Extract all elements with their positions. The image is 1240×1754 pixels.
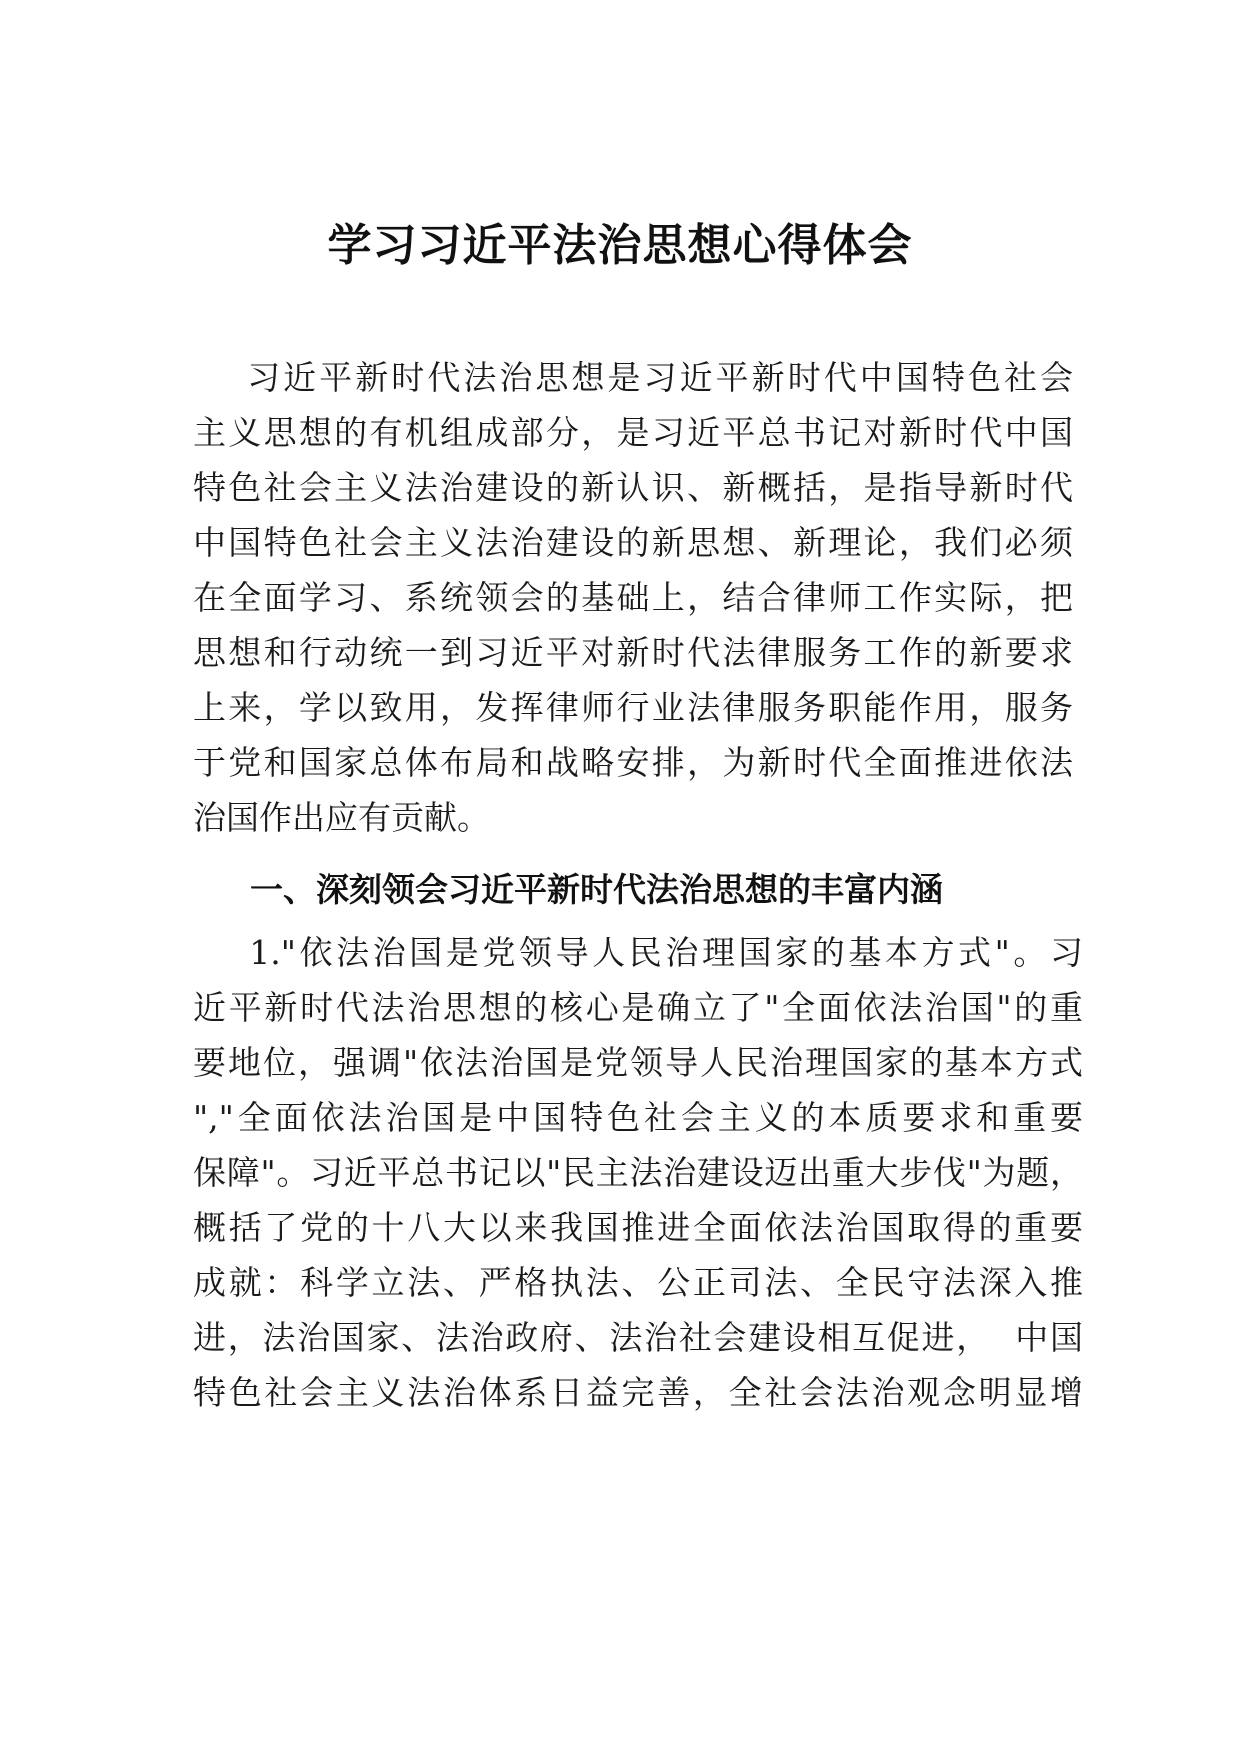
section-line: ","全面依法治国是中国特色社会主义的本质要求和重要: [193, 1098, 1083, 1137]
intro-line: 于党和国家总体布局和战略安排，为新时代全面推进依法: [193, 743, 1073, 782]
section-line: 特色社会主义法治体系日益完善，全社会法治观念明显增: [193, 1373, 1083, 1412]
intro-line: 在全面学习、系统领会的基础上，结合律师工作实际，把: [193, 578, 1073, 617]
section-line: 1."依法治国是党领导人民治理国家的基本方式"。习: [193, 933, 1083, 972]
intro-line: 特色社会主义法治建设的新认识、新概括，是指导新时代: [193, 468, 1073, 507]
intro-line: 上来，学以致用，发挥律师行业法律服务职能作用，服务: [193, 688, 1073, 727]
document-title: 学习习近平法治思想心得体会: [327, 220, 913, 271]
intro-line: 治国作出应有贡献。: [193, 798, 490, 837]
section-paragraph: [193, 925, 1083, 1420]
intro-line: 中国特色社会主义法治建设的新思想、新理论，我们必须: [193, 523, 1073, 562]
intro-line: 习近平新时代法治思想是习近平新时代中国特色社会: [193, 358, 1073, 397]
section-line: 进，法治国家、法治政府、法治社会建设相互促进， 中国: [193, 1318, 1083, 1357]
intro-line: 思想和行动统一到习近平对新时代法律服务工作的新要求: [193, 633, 1073, 672]
intro-paragraph: [193, 350, 1073, 845]
section-heading: 一、深刻领会习近平新时代法治思想的丰富内涵: [250, 870, 943, 909]
section-line: 概括了党的十八大以来我国推进全面依法治国取得的重要: [193, 1208, 1083, 1247]
section-line: 要地位，强调"依法治国是党领导人民治理国家的基本方式: [193, 1043, 1083, 1082]
section-line: 成就：科学立法、严格执法、公正司法、全民守法深入推: [193, 1263, 1083, 1302]
intro-line: 主义思想的有机组成部分，是习近平总书记对新时代中国: [193, 413, 1073, 452]
section-line: 保障"。习近平总书记以"民主法治建设迈出重大步伐"为题，: [193, 1153, 1083, 1192]
section-line: 近平新时代法治思想的核心是确立了"全面依法治国"的重: [193, 988, 1083, 1027]
